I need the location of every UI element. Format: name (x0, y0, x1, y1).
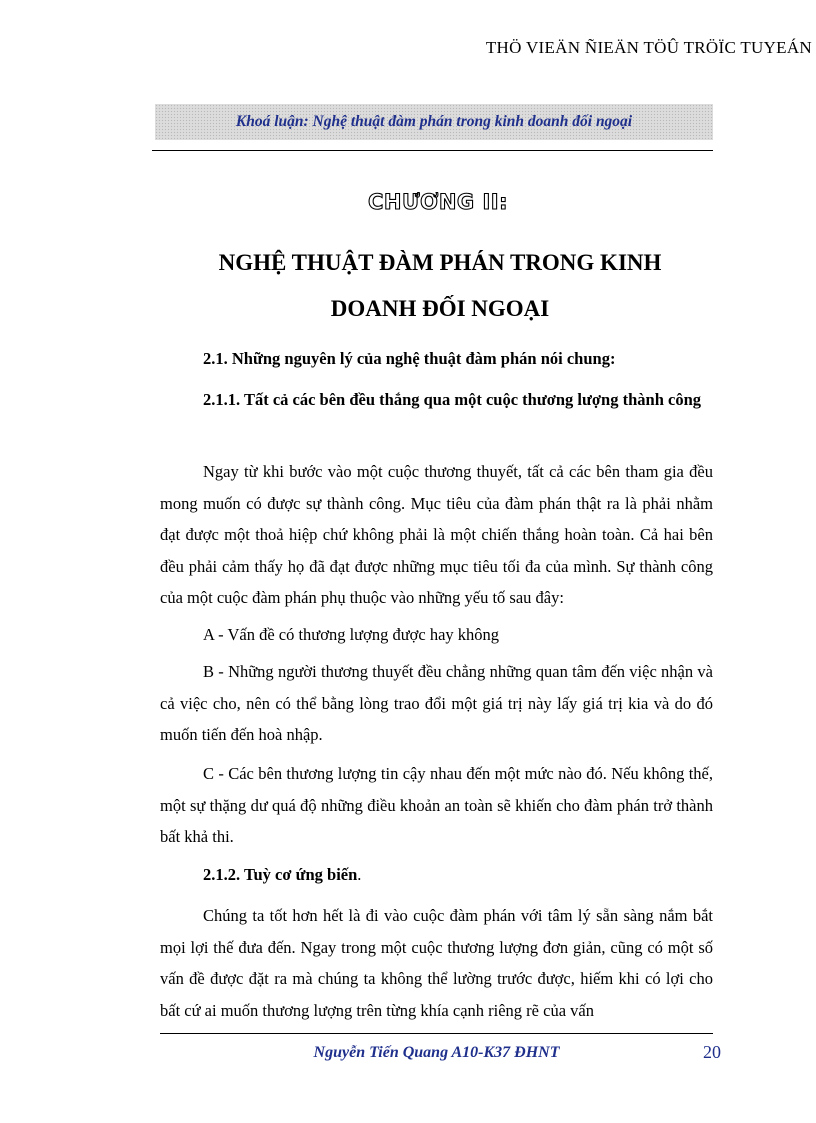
item-c: C - Các bên thương lượng tin cậy nhau đến một mức nào đó. Nếu không thế, một sự thặng dư quá độ những điều khoản an toàn sẽ khiến cho đàm phán trở thành bất khả thi. (160, 764, 713, 846)
section-2-1-2-heading: 2.1.2. Tuỳ cơ ứng biến (203, 865, 358, 884)
section-2-1-2-heading-period: . (357, 865, 362, 884)
footer-divider (160, 1033, 713, 1034)
item-a-block (160, 620, 713, 650)
section-2-1-2-paragraph-block (160, 900, 713, 1026)
section-2-1-heading-block (160, 344, 713, 374)
chapter-title-line-1: NGHỆ THUẬT ĐÀM PHÁN TRONG KINH (218, 250, 662, 275)
footer-author: Nguyễn Tiến Quang A10-K37 ĐHNT (313, 1044, 560, 1061)
item-b-block (160, 656, 713, 751)
document-header-box (155, 104, 713, 140)
item-b: B - Những người thương thuyết đều chẳng những quan tâm đến việc nhận và cả việc cho, nên có thể bằng lòng trao đổi một giá trị này lấy giá trị kia và do đó muốn tiến đến hoà nhập. (160, 662, 713, 744)
header-divider (152, 150, 713, 151)
document-header-title: Khoá luận: Nghệ thuật đàm phán trong kinh doanh đối ngoại (235, 113, 633, 130)
chapter-label (0, 190, 816, 214)
section-2-1-2-heading-block (160, 860, 713, 890)
chapter-label-text: CHƯƠNG II: (367, 190, 509, 214)
chapter-title-line-2: DOANH ĐỐI NGOẠI (330, 296, 550, 321)
section-2-1-2-heading-line (160, 860, 713, 890)
item-c-block (160, 758, 713, 853)
section-2-1-1-paragraph: Ngay từ khi bước vào một cuộc thương thuyết, tất cả các bên tham gia đều mong muốn có được sự thành công. Mục tiêu của đàm phán thật ra là phải nhằm đạt được một thoả hiệp chứ không phải là một chiến thắng hoàn toàn. Cả hai bên đều phải cảm thấy họ đã đạt được những mục tiêu tối đa của mình. Sự thành công của một cuộc đàm phán phụ thuộc vào những yếu tố sau đây: (160, 462, 713, 607)
section-2-1-1-paragraph-block (160, 456, 713, 614)
section-2-1-heading: 2.1. Những nguyên lý của nghệ thuật đàm phán nói chung: (203, 349, 616, 368)
section-2-1-1-heading: 2.1.1. Tất cả các bên đều thắng qua một cuộc thương lượng thành công (203, 390, 701, 409)
section-2-1-2-paragraph: Chúng ta tốt hơn hết là đi vào cuộc đàm phán với tâm lý sẵn sàng nắm bắt mọi lợi thế đưa đến. Ngay trong một cuộc thương lượng đơn giản, cũng có một số vấn đề được đặt ra mà chúng ta không thể lường trước được, hiếm khi có lợi cho bất cứ ai muốn thương lượng trên từng khía cạnh riêng rẽ của vấn (160, 906, 713, 1020)
section-2-1-1-heading-block (160, 384, 713, 416)
item-a: A - Vấn đề có thương lượng được hay không (203, 625, 500, 644)
site-banner: THÖ VIEÄN ÑIEÄN TÖÛ TRÖÏC TUYEÁN (485, 38, 812, 57)
page-number: 20 (703, 1042, 721, 1062)
